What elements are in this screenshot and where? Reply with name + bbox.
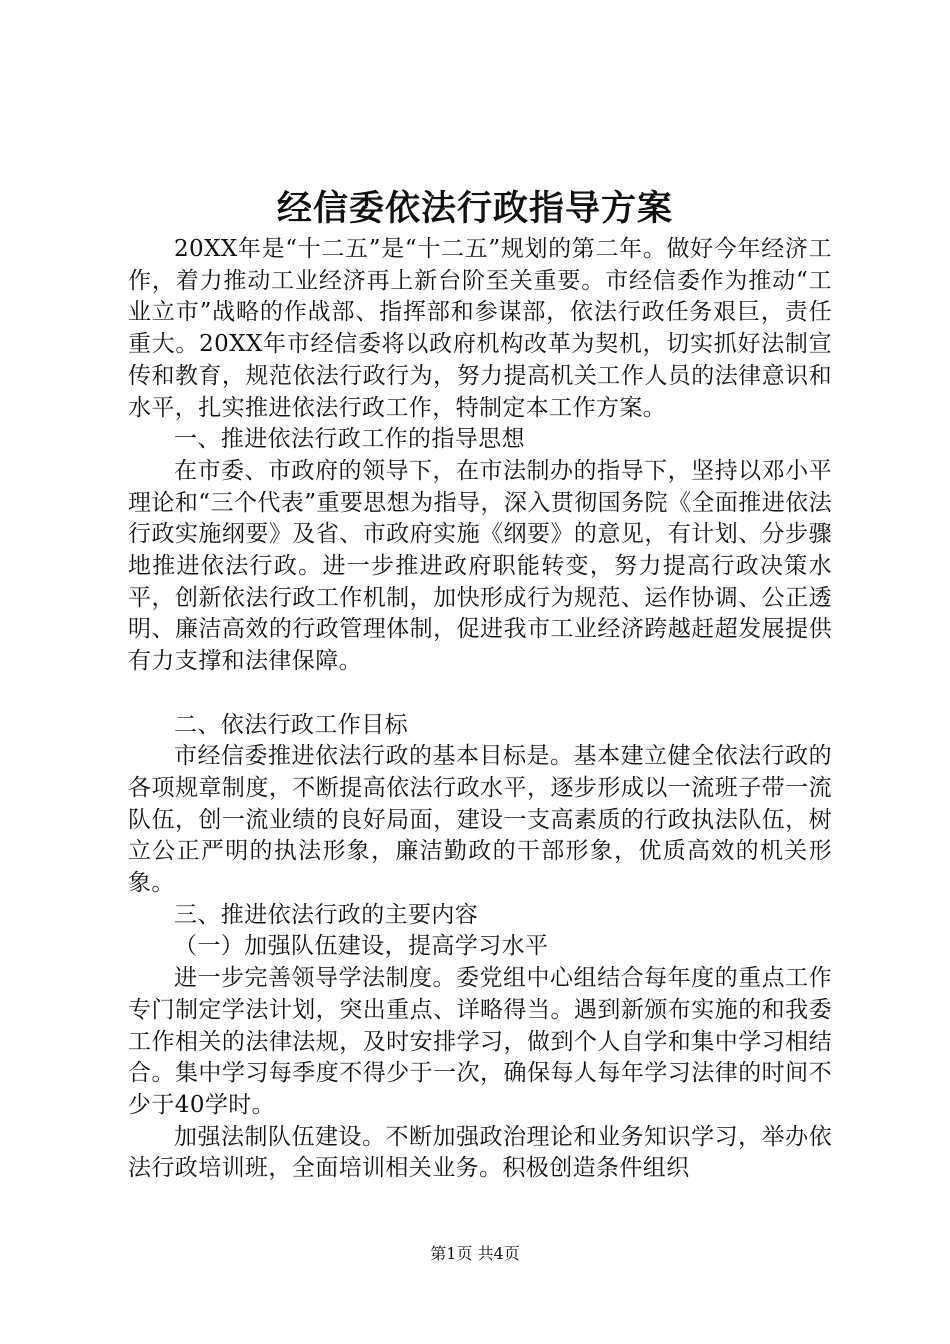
section-heading-3: 三、推进依法行政的主要内容 (174, 901, 479, 928)
paragraph-study-system: 进一步完善领导学法制度。委党组中心组结合每年度的重点工作专门制定学法计划，突出重点、详略得当。遇到新颁布实施的和我委工作相关的法律法规，及时安排学习，做到个人自学和集中学习相结合。集中学习每季度不得少于一次，确保每人每年学习法律的时间不少于40学时。 (128, 965, 832, 1118)
paragraph-guiding-thought: 在市委、市政府的领导下，在市法制办的指导下，坚持以邓小平理论和“三个代表”重要思想为指导，深入贯彻国务院《全面推进依法行政实施纲要》及省、市政府实施《纲要》的意见，有计划、分步骤地推进依法行政。进一步推进政府职能转变，努力提高行政决策水平，创新依法行政工作机制，加快形成行为规范、运作协调、公正透明、廉洁高效的行政管理体制，促进我市工业经济跨越赶超发展提供有力支撑和法律保障。 (128, 457, 832, 675)
page-footer: 第1页 共4页 (430, 1244, 520, 1263)
section-heading-1: 一、推进依法行政工作的指导思想 (174, 426, 525, 453)
paragraph-team-building: 加强法制队伍建设。不断加强政治理论和业务知识学习，举办依法行政培训班，全面培训相关业务。积极创造条件组织 (128, 1123, 832, 1182)
paragraph-intro: 20XX年是“十二五”是“十二五”规划的第二年。做好今年经济工作，着力推动工业经济再上新台阶至关重要。市经信委作为推动“工业立市”战略的作战部、指挥部和参谋部，依法行政任务艰巨，责任重大。20XX年市经信委将以政府机构改革为契机，切实抓好法制宣传和教育，规范依法行政行为，努力提高机关工作人员的法律意识和水平，扎实推进依法行政工作，特制定本工作方案。 (128, 236, 832, 421)
paragraph-goals: 市经信委推进依法行政的基本目标是。基本建立健全依法行政的各项规章制度，不断提高依法行政水平，逐步形成以一流班子带一流队伍，创一流业绩的良好局面，建设一支高素质的行政执法队伍，树立公正严明的执法形象，廉洁勤政的干部形象，优质高效的机关形象。 (128, 743, 832, 897)
section-heading-2: 二、依法行政工作目标 (174, 711, 408, 738)
document-title: 经信委依法行政指导方案 (276, 188, 673, 229)
subsection-heading-1: （一）加强队伍建设，提高学习水平 (174, 933, 549, 960)
document-body (128, 234, 832, 1185)
